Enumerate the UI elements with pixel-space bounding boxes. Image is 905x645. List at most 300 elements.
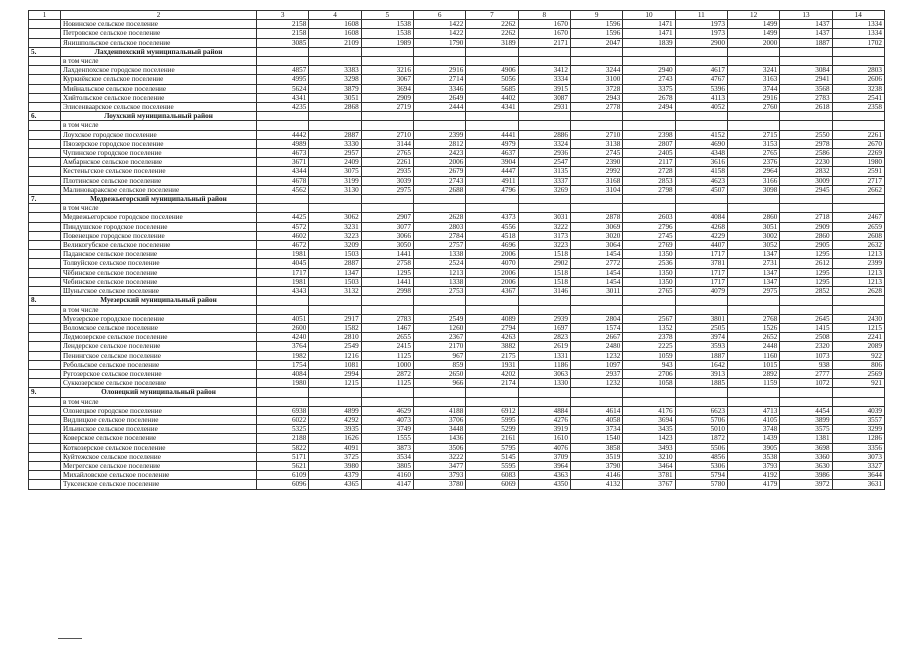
value-cell: 2567 [623, 314, 675, 323]
region-row [29, 296, 885, 305]
value-cell: 2743 [623, 75, 675, 84]
value-cell: 4614 [570, 406, 622, 415]
value-cell: 2812 [413, 139, 465, 148]
value-cell: 4202 [466, 369, 518, 378]
value-cell: 3144 [361, 139, 413, 148]
empty-cell [675, 195, 727, 204]
empty-cell [29, 397, 61, 406]
empty-cell [570, 47, 622, 56]
value-cell: 3519 [570, 452, 622, 461]
value-cell: 1981 [257, 250, 309, 259]
value-cell: 2718 [780, 213, 832, 222]
value-cell: 2909 [361, 93, 413, 102]
empty-cell [675, 112, 727, 121]
value-cell: 1422 [413, 20, 465, 29]
value-cell: 3899 [780, 415, 832, 424]
table-row [29, 277, 885, 286]
value-cell: 1213 [832, 277, 884, 286]
value-cell: 2170 [413, 342, 465, 351]
value-cell: 5624 [257, 84, 309, 93]
value-cell: 3935 [309, 425, 361, 434]
value-cell: 859 [413, 360, 465, 369]
settlement-name: Чебинское сельское поселение [61, 277, 257, 286]
value-cell: 2679 [413, 167, 465, 176]
value-cell: 2803 [832, 66, 884, 75]
value-cell: 2262 [466, 29, 518, 38]
value-cell: 2006 [466, 250, 518, 259]
value-cell: 2745 [570, 149, 622, 158]
settlement-name: Туксенское сельское поселение [61, 480, 257, 489]
value-cell: 3793 [727, 461, 779, 470]
value-cell: 5145 [466, 452, 518, 461]
empty-cell [257, 204, 309, 213]
empty-cell [413, 305, 465, 314]
value-cell: 1215 [309, 379, 361, 388]
value-cell: 3767 [623, 480, 675, 489]
value-cell: 2649 [413, 93, 465, 102]
value-cell: 1538 [361, 29, 413, 38]
value-cell: 2655 [361, 333, 413, 342]
table-row [29, 415, 885, 424]
value-cell: 1454 [570, 268, 622, 277]
empty-cell [413, 195, 465, 204]
empty-cell [727, 195, 779, 204]
value-cell: 3706 [413, 415, 465, 424]
value-cell: 2769 [623, 241, 675, 250]
empty-cell [518, 305, 570, 314]
value-cell: 938 [780, 360, 832, 369]
empty-cell [727, 121, 779, 130]
value-cell: 3104 [570, 185, 622, 194]
settlement-name: Повенецкое городское поселение [61, 231, 257, 240]
value-cell: 4073 [361, 415, 413, 424]
value-cell: 3734 [570, 425, 622, 434]
value-cell: 1503 [309, 277, 361, 286]
empty-cell [29, 333, 61, 342]
region-number: 8. [29, 296, 61, 305]
value-cell: 1295 [780, 268, 832, 277]
value-cell: 3858 [570, 443, 622, 452]
empty-cell [29, 277, 61, 286]
empty-cell [623, 296, 675, 305]
empty-cell [413, 296, 465, 305]
table-row [29, 425, 885, 434]
table-row [29, 185, 885, 194]
settlement-name: Михайловское сельское поселение [61, 471, 257, 480]
value-cell: 2994 [309, 369, 361, 378]
value-cell: 1186 [518, 360, 570, 369]
value-cell: 4343 [257, 287, 309, 296]
value-cell: 1000 [361, 360, 413, 369]
value-cell: 4084 [257, 369, 309, 378]
empty-cell [29, 342, 61, 351]
value-cell: 2975 [727, 287, 779, 296]
value-cell: 2957 [309, 149, 361, 158]
value-cell: 4051 [257, 314, 309, 323]
value-cell: 2937 [570, 369, 622, 378]
including-row [29, 397, 885, 406]
value-cell: 3166 [727, 176, 779, 185]
value-cell: 4132 [570, 480, 622, 489]
table-row [29, 323, 885, 332]
value-cell: 1887 [675, 351, 727, 360]
empty-cell [623, 112, 675, 121]
value-cell: 4672 [257, 241, 309, 250]
value-cell: 2591 [832, 167, 884, 176]
value-cell: 6623 [675, 406, 727, 415]
value-cell: 4365 [309, 480, 361, 489]
value-cell: 2978 [780, 139, 832, 148]
empty-cell [570, 112, 622, 121]
value-cell: 4235 [257, 103, 309, 112]
value-cell: 3356 [832, 443, 884, 452]
value-cell: 2171 [518, 38, 570, 47]
value-cell: 3330 [309, 139, 361, 148]
header-cell: 4 [309, 11, 361, 20]
value-cell: 3375 [623, 84, 675, 93]
value-cell: 2358 [832, 103, 884, 112]
value-cell: 4911 [466, 176, 518, 185]
including-label: в том числе [61, 57, 257, 66]
value-cell: 1441 [361, 250, 413, 259]
settlement-name: Элисенваарское сельское поселение [61, 103, 257, 112]
empty-cell [29, 351, 61, 360]
value-cell: 2784 [413, 231, 465, 240]
value-cell: 1555 [361, 434, 413, 443]
empty-cell [413, 57, 465, 66]
value-cell: 3063 [518, 369, 570, 378]
value-cell: 2261 [832, 130, 884, 139]
value-cell: 1471 [623, 29, 675, 38]
value-cell: 1980 [832, 158, 884, 167]
empty-cell [780, 388, 832, 397]
value-cell: 2853 [623, 176, 675, 185]
value-cell: 5010 [675, 425, 727, 434]
value-cell: 4442 [257, 130, 309, 139]
value-cell: 1697 [518, 323, 570, 332]
value-cell: 2758 [361, 259, 413, 268]
value-cell: 3882 [466, 342, 518, 351]
settlement-name: Пенингское сельское поселение [61, 351, 257, 360]
value-cell: 3477 [413, 461, 465, 470]
value-cell: 5306 [675, 461, 727, 470]
value-cell: 2662 [832, 185, 884, 194]
value-cell: 4039 [832, 406, 884, 415]
value-cell: 2175 [466, 351, 518, 360]
table-body [29, 11, 885, 490]
value-cell: 3980 [309, 461, 361, 470]
value-cell: 1887 [780, 38, 832, 47]
header-cell: 11 [675, 11, 727, 20]
value-cell: 2117 [623, 158, 675, 167]
empty-cell [518, 388, 570, 397]
value-cell: 922 [832, 351, 884, 360]
value-cell: 3915 [518, 84, 570, 93]
value-cell: 2743 [413, 176, 465, 185]
document-page [28, 10, 884, 490]
table-row [29, 149, 885, 158]
empty-cell [29, 231, 61, 240]
value-cell: 2998 [361, 287, 413, 296]
empty-cell [413, 47, 465, 56]
table-row [29, 139, 885, 148]
empty-cell [518, 195, 570, 204]
value-cell: 1347 [727, 250, 779, 259]
settlement-name: Ледмозерское сельское поселение [61, 333, 257, 342]
empty-cell [29, 176, 61, 185]
value-cell: 1260 [413, 323, 465, 332]
empty-cell [780, 47, 832, 56]
value-cell: 3464 [623, 461, 675, 470]
table-row [29, 75, 885, 84]
value-cell: 4240 [257, 333, 309, 342]
empty-cell [309, 57, 361, 66]
value-cell: 3764 [257, 342, 309, 351]
empty-cell [257, 57, 309, 66]
empty-cell [309, 47, 361, 56]
empty-cell [413, 397, 465, 406]
empty-cell [29, 461, 61, 470]
empty-cell [309, 296, 361, 305]
value-cell: 3209 [309, 241, 361, 250]
value-cell: 1982 [257, 351, 309, 360]
empty-cell [29, 84, 61, 93]
value-cell: 3538 [727, 452, 779, 461]
empty-cell [780, 296, 832, 305]
value-cell: 1518 [518, 277, 570, 286]
empty-cell [29, 287, 61, 296]
value-cell: 2810 [309, 333, 361, 342]
empty-cell [29, 139, 61, 148]
value-cell: 1213 [832, 268, 884, 277]
empty-cell [518, 112, 570, 121]
value-cell: 2505 [675, 323, 727, 332]
value-cell: 2714 [413, 75, 465, 84]
value-cell: 3448 [413, 425, 465, 434]
settlement-name: Пяозерское городское поселение [61, 139, 257, 148]
settlement-name: Куркиёкское сельское поселение [61, 75, 257, 84]
value-cell: 4507 [675, 185, 727, 194]
empty-cell [29, 29, 61, 38]
value-cell: 4268 [675, 222, 727, 231]
value-cell: 3222 [518, 222, 570, 231]
value-cell: 1232 [570, 379, 622, 388]
value-cell: 2494 [623, 103, 675, 112]
value-cell: 4425 [257, 213, 309, 222]
value-cell: 3671 [257, 158, 309, 167]
value-cell: 1072 [780, 379, 832, 388]
value-cell: 1338 [413, 250, 465, 259]
value-cell: 2409 [309, 158, 361, 167]
value-cell: 2550 [780, 130, 832, 139]
settlement-name: Коткозерское сельское поселение [61, 443, 257, 452]
empty-cell [29, 443, 61, 452]
value-cell: 3337 [518, 176, 570, 185]
value-cell: 2188 [257, 434, 309, 443]
footer-mark [58, 638, 82, 645]
value-cell: 2367 [413, 333, 465, 342]
value-cell: 1471 [623, 20, 675, 29]
value-cell: 1467 [361, 323, 413, 332]
empty-cell [623, 57, 675, 66]
empty-cell [309, 195, 361, 204]
value-cell: 1973 [675, 29, 727, 38]
region-name: Лоухский муниципальный район [61, 112, 257, 121]
value-cell: 3631 [832, 480, 884, 489]
value-cell: 2161 [466, 434, 518, 443]
table-row [29, 480, 885, 489]
value-cell: 2158 [257, 20, 309, 29]
value-cell: 2000 [727, 38, 779, 47]
empty-cell [570, 305, 622, 314]
value-cell: 2678 [623, 93, 675, 102]
value-cell: 2783 [361, 314, 413, 323]
value-cell: 5995 [466, 415, 518, 424]
value-cell: 2549 [309, 342, 361, 351]
empty-cell [309, 204, 361, 213]
settlement-name: Паданское сельское поселение [61, 250, 257, 259]
region-number: 6. [29, 112, 61, 121]
empty-cell [29, 369, 61, 378]
value-cell: 2269 [832, 149, 884, 158]
value-cell: 1422 [413, 29, 465, 38]
empty-cell [257, 121, 309, 130]
value-cell: 2006 [466, 268, 518, 277]
empty-cell [623, 47, 675, 56]
value-cell: 4179 [727, 480, 779, 489]
value-cell: 2174 [466, 379, 518, 388]
value-cell: 1574 [570, 323, 622, 332]
value-cell: 3173 [518, 231, 570, 240]
settlement-name: Новинское сельское поселение [61, 20, 257, 29]
value-cell: 2757 [413, 241, 465, 250]
value-cell: 4989 [257, 139, 309, 148]
value-cell: 2423 [413, 149, 465, 158]
value-cell: 1526 [727, 323, 779, 332]
value-cell: 2772 [570, 259, 622, 268]
value-cell: 1790 [413, 38, 465, 47]
table-row [29, 167, 885, 176]
header-cell: 5 [361, 11, 413, 20]
value-cell: 3066 [361, 231, 413, 240]
value-cell: 1295 [361, 268, 413, 277]
region-row [29, 195, 885, 204]
value-cell: 6083 [466, 471, 518, 480]
empty-cell [29, 121, 61, 130]
empty-cell [29, 167, 61, 176]
value-cell: 1097 [570, 360, 622, 369]
empty-cell [309, 388, 361, 397]
value-cell: 2262 [466, 20, 518, 29]
region-row [29, 388, 885, 397]
value-cell: 2399 [832, 259, 884, 268]
value-cell: 2430 [832, 314, 884, 323]
header-cell: 6 [413, 11, 465, 20]
header-cell: 10 [623, 11, 675, 20]
empty-cell [623, 397, 675, 406]
value-cell: 3905 [727, 443, 779, 452]
value-cell: 1338 [413, 277, 465, 286]
empty-cell [361, 47, 413, 56]
empty-cell [413, 121, 465, 130]
value-cell: 2398 [623, 130, 675, 139]
value-cell: 3644 [832, 471, 884, 480]
value-cell: 1439 [727, 434, 779, 443]
value-cell: 2909 [780, 222, 832, 231]
value-cell: 3974 [675, 333, 727, 342]
value-cell: 3241 [727, 66, 779, 75]
value-cell: 1540 [570, 434, 622, 443]
empty-cell [780, 204, 832, 213]
table-row [29, 231, 885, 240]
settlement-name: Мегрегское сельское поселение [61, 461, 257, 470]
value-cell: 4623 [675, 176, 727, 185]
value-cell: 2768 [727, 314, 779, 323]
empty-cell [832, 195, 884, 204]
settlement-name: Суккозерское сельское поселение [61, 379, 257, 388]
value-cell: 4152 [675, 130, 727, 139]
value-cell: 1436 [413, 434, 465, 443]
value-cell: 3879 [309, 84, 361, 93]
empty-cell [29, 379, 61, 388]
value-cell: 3002 [727, 231, 779, 240]
value-cell: 4441 [466, 130, 518, 139]
value-cell: 2652 [727, 333, 779, 342]
value-cell: 4637 [466, 149, 518, 158]
value-cell: 1642 [675, 360, 727, 369]
value-cell: 3327 [832, 461, 884, 470]
value-cell: 3694 [623, 415, 675, 424]
value-cell: 3575 [780, 425, 832, 434]
value-cell: 2230 [780, 158, 832, 167]
value-cell: 3694 [361, 84, 413, 93]
value-cell: 3904 [466, 158, 518, 167]
settlement-name: Лахденпохское городское поселение [61, 66, 257, 75]
empty-cell [675, 47, 727, 56]
value-cell: 1232 [570, 351, 622, 360]
value-cell: 3052 [727, 241, 779, 250]
value-cell: 4562 [257, 185, 309, 194]
table-row [29, 130, 885, 139]
empty-cell [675, 388, 727, 397]
value-cell: 1081 [309, 360, 361, 369]
empty-cell [29, 259, 61, 268]
empty-cell [570, 296, 622, 305]
empty-cell [570, 388, 622, 397]
value-cell: 5396 [675, 84, 727, 93]
value-cell: 3557 [832, 415, 884, 424]
value-cell: 2710 [570, 130, 622, 139]
empty-cell [675, 204, 727, 213]
empty-cell [832, 296, 884, 305]
value-cell: 1626 [309, 434, 361, 443]
value-cell: 1347 [309, 268, 361, 277]
empty-cell [29, 213, 61, 222]
value-cell: 3135 [518, 167, 570, 176]
value-cell: 2916 [413, 66, 465, 75]
value-cell: 5325 [257, 425, 309, 434]
empty-cell [29, 305, 61, 314]
including-row [29, 305, 885, 314]
value-cell: 4767 [675, 75, 727, 84]
empty-cell [727, 305, 779, 314]
settlement-name: Амбарнское сельское поселение [61, 158, 257, 167]
including-row [29, 121, 885, 130]
empty-cell [29, 57, 61, 66]
value-cell: 6912 [466, 406, 518, 415]
header-cell: 14 [832, 11, 884, 20]
value-cell: 2803 [413, 222, 465, 231]
